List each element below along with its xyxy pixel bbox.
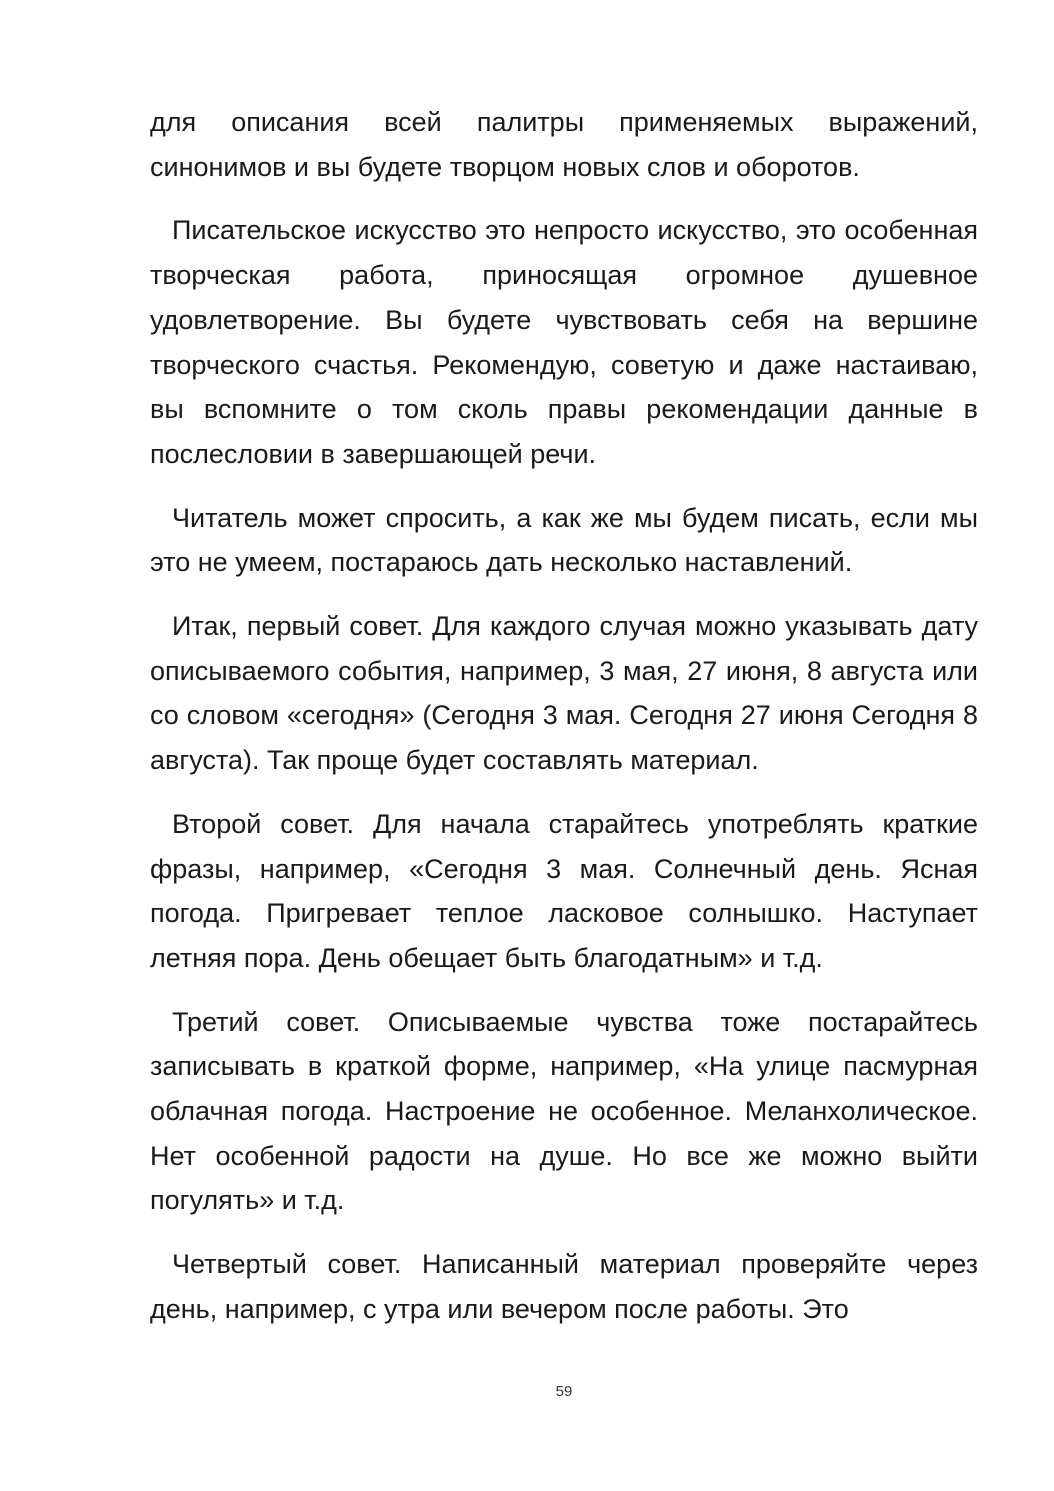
paragraph-fourth-advice: Четвертый совет. Написанный материал проверяйте через день, например, с утра или вечером после работы. Это xyxy=(150,1249,978,1324)
paragraph-reader-question: Читатель может спросить, а как же мы будем писать, если мы это не умеем, постараюсь дать несколько наставлений. xyxy=(150,502,978,578)
page-body xyxy=(150,100,978,1351)
page-number: 59 xyxy=(555,1383,573,1400)
paragraph-second-advice: Второй совет. Для начала старайтесь употреблять краткие фразы, например, «Сегодня 3 мая. Солнечный день. Ясная погода. Пригревает теплое ласковое солнышко. Наступает летняя пора. День обещает быть благодатным» и т.д. xyxy=(150,808,978,973)
paragraph-first-advice: Итак, первый совет. Для каждого случая можно указывать дату описываемого события, например, 3 мая, 27 июня, 8 августа или со словом «сегодня» (Сегодня 3 мая. Сегодня 27 июня Сегодня 8 августа). Так проще будет составлять материал. xyxy=(150,611,978,776)
paragraph-continuation: для описания всей палитры применяемых выражений, синонимов и вы будете творцом новых слов и оборотов. xyxy=(150,107,978,182)
paragraph-writing-art: Писательское искусство это непросто искусство, это особенная творческая работа, приносящая огромное душевное удовлетворение. Вы будете чувствовать себя на вершине творческого счастья. Рекомендую, советую и даже настаиваю, вы вспомните о том сколь правы рекомендации данные в послесловии в завершающей речи. xyxy=(150,215,978,469)
paragraph-third-advice: Третий совет. Описываемые чувства тоже постарайтесь записывать в краткой форме, например, «На улице пасмурная облачная погода. Настроение не особенное. Меланхолическое. Нет особенной радости на душе. Но все же можно выйти погулять» и т.д. xyxy=(150,1006,978,1216)
